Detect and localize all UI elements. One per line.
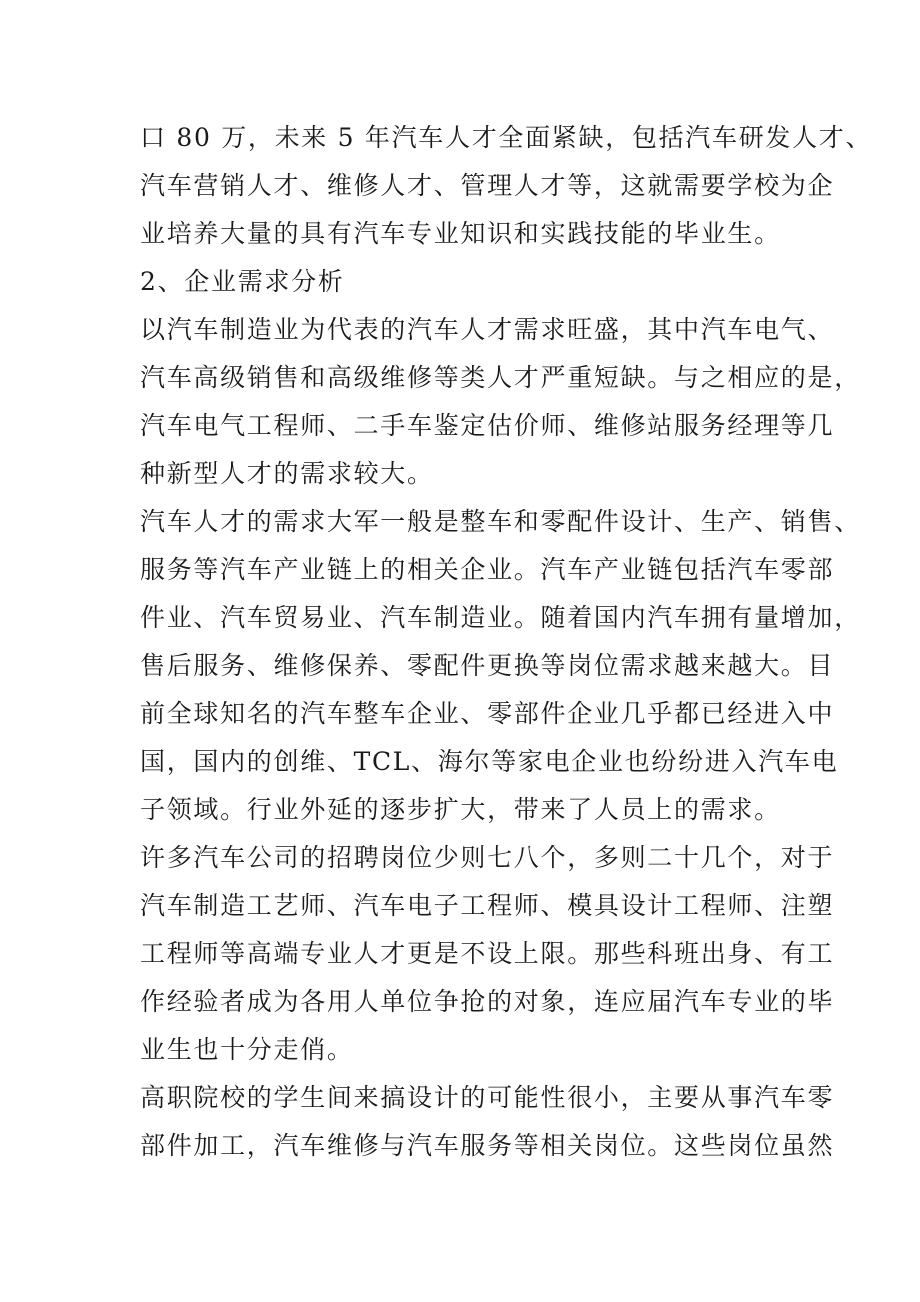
section-heading — [140, 258, 810, 306]
text-line: 汽车制造工艺师、汽车电子工程师、模具设计工程师、注塑 — [140, 891, 835, 920]
text-line: 件业、汽车贸易业、汽车制造业。随着国内汽车拥有量增加， — [140, 603, 861, 632]
text-line: 作经验者成为各用人单位争抢的对象，连应届汽车专业的毕 — [140, 987, 835, 1016]
paragraph-demand — [140, 306, 861, 498]
text-line: 高职院校的学生间来搞设计的可能性很小，主要从事汽车零 — [140, 1083, 835, 1112]
text-line: 前全球知名的汽车整车企业、零部件企业几乎都已经进入中 — [140, 699, 835, 728]
paragraph-vocational — [140, 1074, 835, 1170]
text-line: 服务等汽车产业链上的相关企业。汽车产业链包括汽车零部 — [140, 555, 835, 584]
text-line: 部件加工，汽车维修与汽车服务等相关岗位。这些岗位虽然 — [140, 1131, 835, 1160]
paragraph-recruitment — [140, 834, 835, 1074]
document-body — [140, 114, 873, 1170]
text-line: 汽车营销人才、维修人才、管理人才等，这就需要学校为企 — [140, 171, 835, 200]
text-line: 业生也十分走俏。 — [140, 1035, 354, 1064]
text-line: 国，国内的创维、TCL、海尔等家电企业也纷纷进入汽车电 — [140, 747, 839, 776]
paragraph-continuation — [140, 114, 873, 258]
text-line: 口 80 万，未来 5 年汽车人才全面紧缺，包括汽车研发人才、 — [140, 123, 873, 152]
text-line: 许多汽车公司的招聘岗位少则七八个，多则二十几个，对于 — [140, 843, 835, 872]
text-line: 汽车高级销售和高级维修等类人才严重短缺。与之相应的是， — [140, 363, 861, 392]
text-line: 售后服务、维修保养、零配件更换等岗位需求越来越大。目 — [140, 651, 835, 680]
text-line: 工程师等高端专业人才更是不设上限。那些科班出身、有工 — [140, 939, 835, 968]
text-line: 种新型人才的需求较大。 — [140, 459, 434, 488]
text-line: 汽车人才的需求大军一般是整车和零配件设计、生产、销售、 — [140, 507, 861, 536]
text-line: 子领域。行业外延的逐步扩大，带来了人员上的需求。 — [140, 795, 781, 824]
paragraph-industry-chain — [140, 498, 861, 834]
heading-text: 2、企业需求分析 — [140, 267, 345, 296]
text-line: 汽车电气工程师、二手车鉴定估价师、维修站服务经理等几 — [140, 411, 835, 440]
text-line: 以汽车制造业为代表的汽车人才需求旺盛，其中汽车电气、 — [140, 315, 835, 344]
text-line: 业培养大量的具有汽车专业知识和实践技能的毕业生。 — [140, 219, 781, 248]
